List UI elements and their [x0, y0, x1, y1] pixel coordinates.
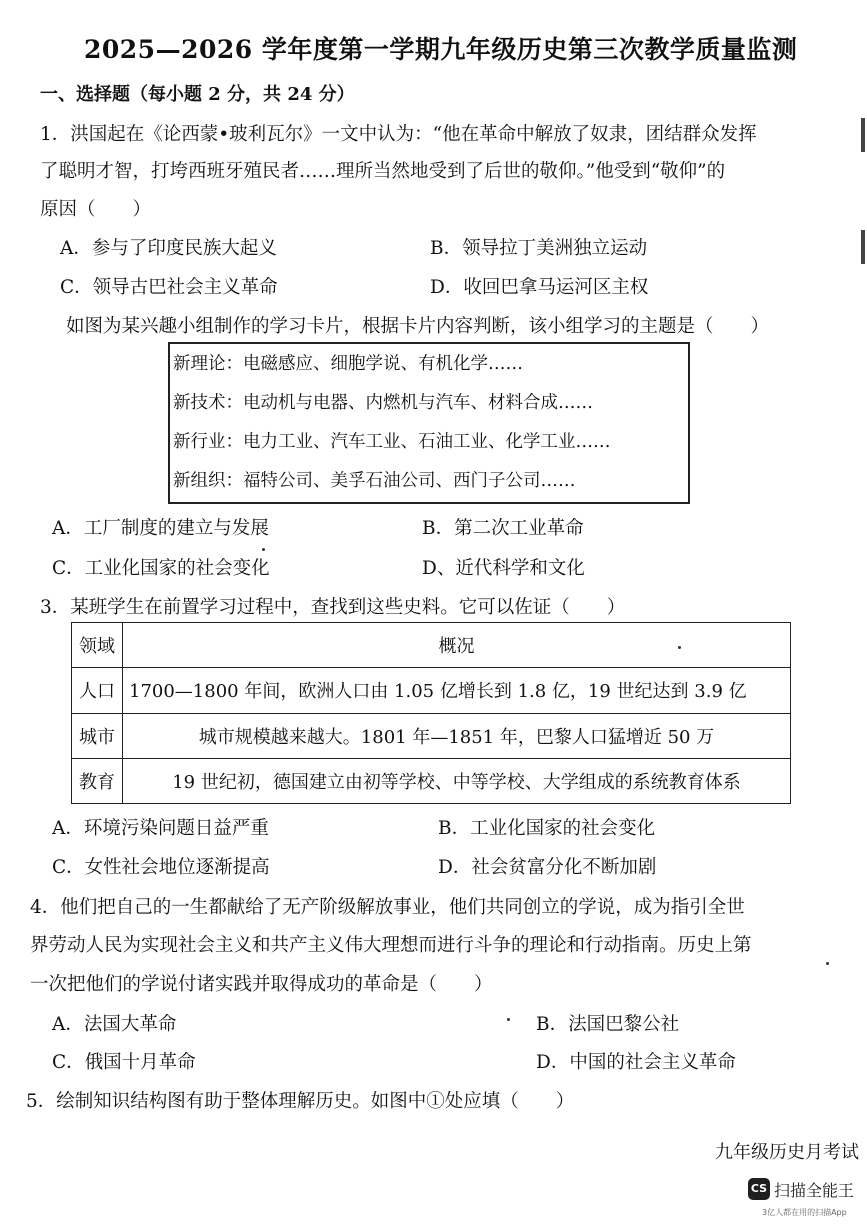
scan-edge-mark: [861, 118, 865, 152]
q3-stem: 3．某班学生在前置学习过程中，查找到这些史料。它可以佐证（ ）: [40, 597, 626, 618]
q4-line: 4．他们把自己的一生都献给了无产阶级解放事业，他们共同创立的学说，成为指引全世: [30, 897, 745, 918]
table-cell: 人口: [72, 668, 123, 713]
scan-speck: [262, 548, 265, 551]
q1-line: 1．洪国起在《论西蒙•玻利瓦尔》一文中认为：“他在革命中解放了奴隶，团结群众发挥: [40, 124, 757, 145]
scan-edge-mark: [861, 230, 865, 264]
q1-option-d: D．收回巴拿马运河区主权: [430, 277, 649, 298]
scanner-logo-icon: CS: [748, 1178, 770, 1200]
q5-stem: 5．绘制知识结构图有助于整体理解历史。如图中①处应填（ ）: [26, 1091, 575, 1112]
q4-option-c: C．俄国十月革命: [52, 1052, 196, 1073]
q4-option-d: D．中国的社会主义革命: [536, 1052, 736, 1073]
card-row-industry: 新行业：电力工业、汽车工业、石油工业、化学工业……: [173, 432, 611, 452]
scanner-tagline: 3亿人都在用的扫描App: [762, 1208, 847, 1217]
table-row: [72, 758, 791, 803]
q3-option-d: D．社会贫富分化不断加剧: [438, 857, 657, 878]
q1-option-b: B．领导拉丁美洲独立运动: [430, 238, 648, 259]
scan-speck: [826, 962, 829, 965]
table-cell: 教育: [72, 758, 123, 803]
table-row: [72, 713, 791, 758]
scan-speck: [507, 1018, 510, 1021]
q1-line: 原因（ ）: [40, 199, 152, 220]
card-row-organization: 新组织：福特公司、美孚石油公司、西门子公司……: [173, 471, 576, 491]
q2-option-d: D、近代科学和文化: [422, 558, 585, 579]
q2-option-a: A．工厂制度的建立与发展: [52, 518, 269, 539]
q1-option-c: C．领导古巴社会主义革命: [60, 277, 278, 298]
table-cell: 19 世纪初，德国建立由初等学校、中等学校、大学组成的系统教育体系: [123, 758, 791, 803]
page-title: 2025—2026 学年度第一学期九年级历史第三次教学质量监测: [84, 35, 798, 64]
section-heading: 一、选择题（每小题 2 分，共 24 分）: [40, 84, 355, 105]
q3-option-b: B．工业化国家的社会变化: [438, 818, 656, 839]
card-row-technology: 新技术：电动机与电器、内燃机与汽车、材料合成……: [173, 393, 593, 413]
q1-line: 了聪明才智，打垮西班牙殖民者……理所当然地受到了后世的敬仰。”他受到“敬仰”的: [40, 161, 726, 182]
q3-option-c: C．女性社会地位逐渐提高: [52, 857, 270, 878]
q4-option-b: B．法国巴黎公社: [536, 1014, 680, 1035]
footer-exam-label: 九年级历史月考试: [715, 1142, 859, 1163]
table-header-cell: 概况: [123, 623, 791, 668]
q4-line: 一次把他们的学说付诸实践并取得成功的革命是（ ）: [30, 974, 493, 995]
table-cell: 1700—1800 年间，欧洲人口由 1.05 亿增长到 1.8 亿，19 世纪达到 3.9 亿: [123, 668, 791, 713]
card-row-theory: 新理论：电磁感应、细胞学说、有机化学……: [173, 354, 523, 374]
q2-stem: 如图为某兴趣小组制作的学习卡片，根据卡片内容判断，该小组学习的主题是（ ）: [66, 316, 770, 337]
table-cell: 城市规模越来越大。1801 年—1851 年，巴黎人口猛增近 50 万: [123, 713, 791, 758]
q1-option-a: A．参与了印度民族大起义: [60, 238, 277, 259]
table-row: [72, 623, 791, 668]
q4-option-a: A．法国大革命: [52, 1014, 177, 1035]
source-table: [71, 622, 791, 804]
q4-line: 界劳动人民为实现社会主义和共产主义伟大理想而进行斗争的理论和行动指南。历史上第: [30, 935, 752, 956]
study-card: [168, 342, 690, 504]
scanner-app-name: 扫描全能王: [774, 1181, 855, 1200]
q2-option-c: C．工业化国家的社会变化: [52, 558, 270, 579]
table-cell: 城市: [72, 713, 123, 758]
q3-option-a: A．环境污染问题日益严重: [52, 818, 269, 839]
table-header-cell: 领域: [72, 623, 123, 668]
table-row: [72, 668, 791, 713]
q2-option-b: B．第二次工业革命: [422, 518, 584, 539]
scan-speck: [678, 646, 681, 649]
